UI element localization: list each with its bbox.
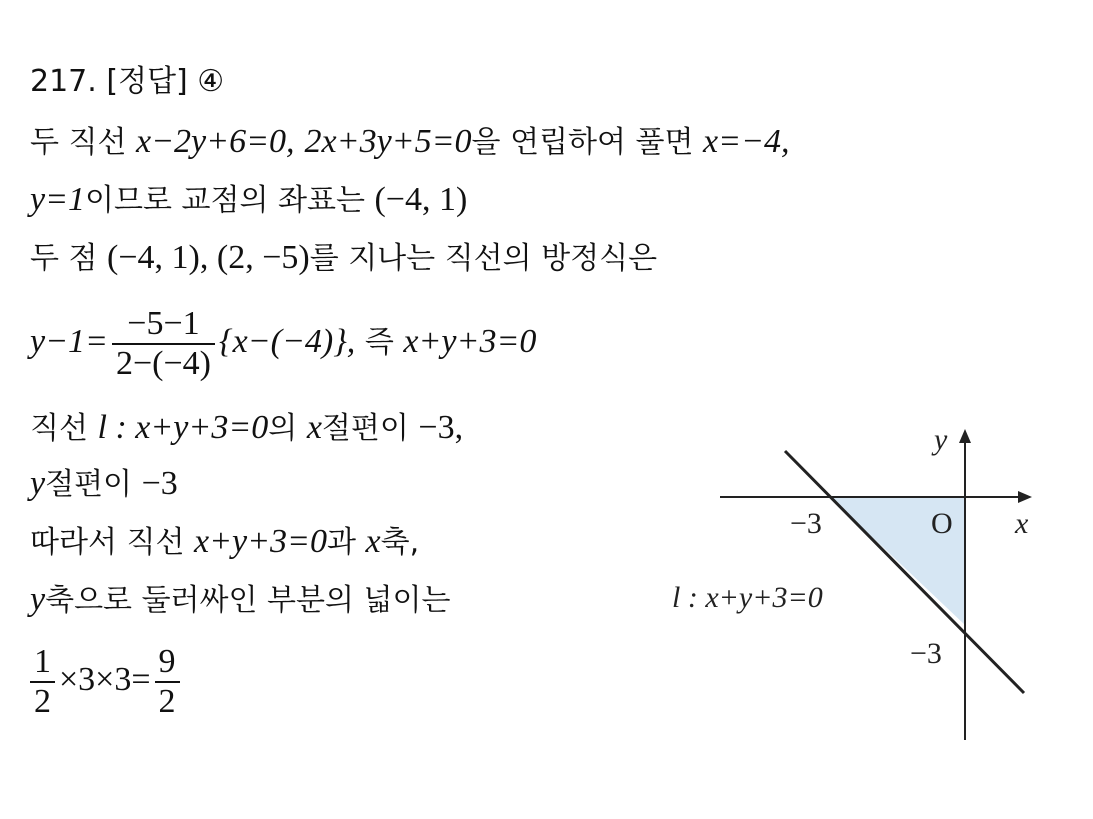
text: 의 [268, 411, 307, 446]
line-l [785, 451, 1024, 693]
line-l-equation: l : x+y+3=0 [97, 409, 269, 446]
slope-fraction [112, 305, 215, 383]
text: 직선 [30, 411, 98, 446]
line-l-label: l : x+y+3=0 [672, 581, 823, 614]
solution-line-8 [30, 580, 450, 621]
y-variable: y [30, 581, 46, 618]
fraction-numerator: −5−1 [127, 304, 200, 342]
y-intercept-value: −3 [141, 465, 178, 502]
x-variable: x [306, 409, 322, 446]
text: 축, [380, 525, 420, 560]
intercept-graph [660, 415, 1060, 745]
fraction-numerator: 9 [158, 642, 176, 680]
y-intercept-label: −3 [910, 637, 942, 670]
one-half-fraction [30, 643, 55, 721]
solution-line-5 [30, 408, 463, 449]
text: 과 [327, 525, 366, 560]
x-axis-label: x [1015, 507, 1029, 540]
solution-x: x=−4, [703, 123, 790, 160]
solution-line-9 [30, 638, 184, 723]
text: 를 지나는 직선의 방정식은 [309, 241, 658, 276]
text: 축으로 둘러싸인 부분의 넓이는 [45, 583, 451, 618]
equation-rhs: {x−(−4)}, [218, 323, 356, 360]
equation-lhs: y−1= [30, 323, 108, 360]
text: 즉 [355, 325, 404, 360]
x-intercept-value: −3, [418, 409, 464, 446]
fraction-denominator: 2 [34, 682, 51, 720]
text: 두 직선 [30, 125, 137, 160]
solution-line-7 [30, 522, 419, 563]
two-points: (−4, 1), (2, −5) [107, 239, 310, 276]
y-axis-arrow [959, 429, 971, 443]
solution-line-2 [30, 180, 467, 221]
text: 두 점 [30, 241, 108, 276]
equation-2: 2x+3y+5=0 [304, 123, 472, 160]
solution-line-4 [30, 300, 536, 385]
y-variable: y [30, 465, 46, 502]
solution-line-6 [30, 464, 178, 505]
intersection-point: (−4, 1) [374, 181, 468, 218]
solution-line-1 [30, 122, 790, 163]
origin-label: O [931, 507, 953, 540]
fraction-numerator: 1 [34, 642, 51, 680]
solution-line-3 [30, 238, 657, 279]
line-equation: x+y+3=0 [403, 323, 537, 360]
text: 이므로 교점의 좌표는 [85, 183, 375, 218]
x-variable: x [365, 523, 381, 560]
fraction-denominator: 2 [158, 682, 176, 720]
y-axis-label: y [934, 423, 948, 456]
text: 절편이 [45, 467, 142, 502]
solution-y: y=1 [30, 181, 86, 218]
equation-1: x−2y+6=0, [136, 123, 295, 160]
area-product: ×3×3= [59, 661, 151, 698]
answer-label: [정답] ④ [106, 64, 225, 99]
line-equation: x+y+3=0 [193, 523, 327, 560]
problem-number: 217. [30, 64, 107, 99]
text: 을 연립하여 풀면 [471, 125, 704, 160]
problem-header [30, 62, 224, 102]
text: 절편이 [321, 411, 419, 446]
fraction-denominator: 2−(−4) [115, 344, 211, 382]
text: 따라서 직선 [30, 525, 194, 560]
area-result-fraction [155, 643, 180, 721]
x-intercept-label: −3 [790, 507, 822, 540]
x-axis-arrow [1018, 491, 1032, 503]
